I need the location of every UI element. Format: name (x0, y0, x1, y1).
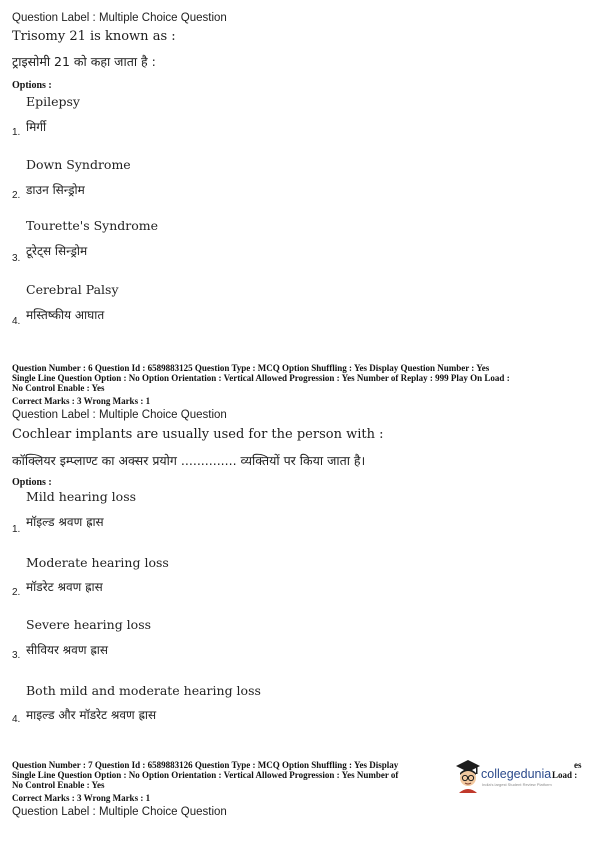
option-4-hi: माइल्ड और मॉडरेट श्रवण ह्रास (26, 708, 157, 722)
question-label: Question Label : Multiple Choice Question (12, 12, 227, 24)
option-1-number: 1. (12, 127, 21, 138)
question-label: Question Label : Multiple Choice Question (12, 806, 227, 818)
question-marks: Correct Marks : 3 Wrong Marks : 1 (12, 396, 151, 406)
meta-line-2-tail: Load : (552, 770, 578, 780)
meta-line-3: No Control Enable : Yes (12, 780, 105, 790)
option-3-number: 3. (12, 650, 21, 661)
option-3-en: Tourette's Syndrome (26, 218, 159, 233)
question-text-en: Cochlear implants are usually used for the person with : (12, 427, 384, 442)
option-2-en: Down Syndrome (26, 157, 131, 172)
meta-line-3: No Control Enable : Yes (12, 383, 105, 393)
option-3-en: Severe hearing loss (26, 617, 152, 632)
question-text-hi: ट्राइसोमी 21 को कहा जाता है : (12, 54, 156, 69)
collegedunia-watermark (454, 757, 578, 793)
option-4-number: 4. (12, 316, 21, 327)
option-1-en: Epilepsy (26, 94, 80, 109)
meta-line-1: Question Number : 7 Question Id : 6589883126 Question Type : MCQ Option Shuffling : Yes Display (12, 760, 399, 770)
meta-line-2: Single Line Question Option : No Option Orientation : Vertical Allowed Progression : Yes Number of Replay : 999 Play On Load : (12, 373, 510, 383)
brand-name: collegedunia (481, 767, 552, 781)
question-meta (12, 363, 584, 393)
graduate-mascot-icon (454, 757, 482, 793)
option-3-hi: टूरेट्स सिन्ड्रोम (26, 244, 88, 258)
option-1-hi: मॉइल्ड श्रवण ह्रास (26, 515, 104, 529)
option-1-en: Mild hearing loss (26, 489, 137, 504)
option-1-hi: मिर्गी (26, 120, 47, 134)
options-heading: Options : (12, 80, 52, 91)
option-4-number: 4. (12, 714, 21, 725)
meta-line-1-tail: es (574, 760, 582, 770)
option-4-en: Cerebral Palsy (26, 282, 119, 297)
option-2-hi: मॉडरेट श्रवण ह्रास (26, 580, 103, 594)
question-marks: Correct Marks : 3 Wrong Marks : 1 (12, 793, 151, 803)
option-2-number: 2. (12, 190, 21, 201)
option-2-number: 2. (12, 587, 21, 598)
option-4-en: Both mild and moderate hearing loss (26, 683, 261, 698)
option-2-hi: डाउन सिन्ड्रोम (26, 183, 85, 197)
question-text-hi: कॉक्लियर इम्प्लाण्ट का अक्सर प्रयोग .............. व्यक्तियों पर किया जाता है। (12, 453, 366, 468)
option-1-number: 1. (12, 524, 21, 535)
meta-line-2: Single Line Question Option : No Option Orientation : Vertical Allowed Progression : Yes Number of (12, 770, 399, 780)
question-meta (12, 760, 452, 790)
meta-line-1: Question Number : 6 Question Id : 6589883125 Question Type : MCQ Option Shuffling : Yes Display Question Number : Yes (12, 363, 490, 373)
option-2-en: Moderate hearing loss (26, 555, 169, 570)
brand-tagline: India's largest Student Review Platform (482, 782, 552, 787)
option-3-hi: सीवियर श्रवण ह्रास (26, 643, 108, 657)
options-heading: Options : (12, 477, 52, 488)
question-text-en: Trisomy 21 is known as : (12, 29, 176, 44)
option-4-hi: मस्तिष्कीय आघात (26, 308, 105, 322)
question-label: Question Label : Multiple Choice Question (12, 409, 227, 421)
option-3-number: 3. (12, 253, 21, 264)
